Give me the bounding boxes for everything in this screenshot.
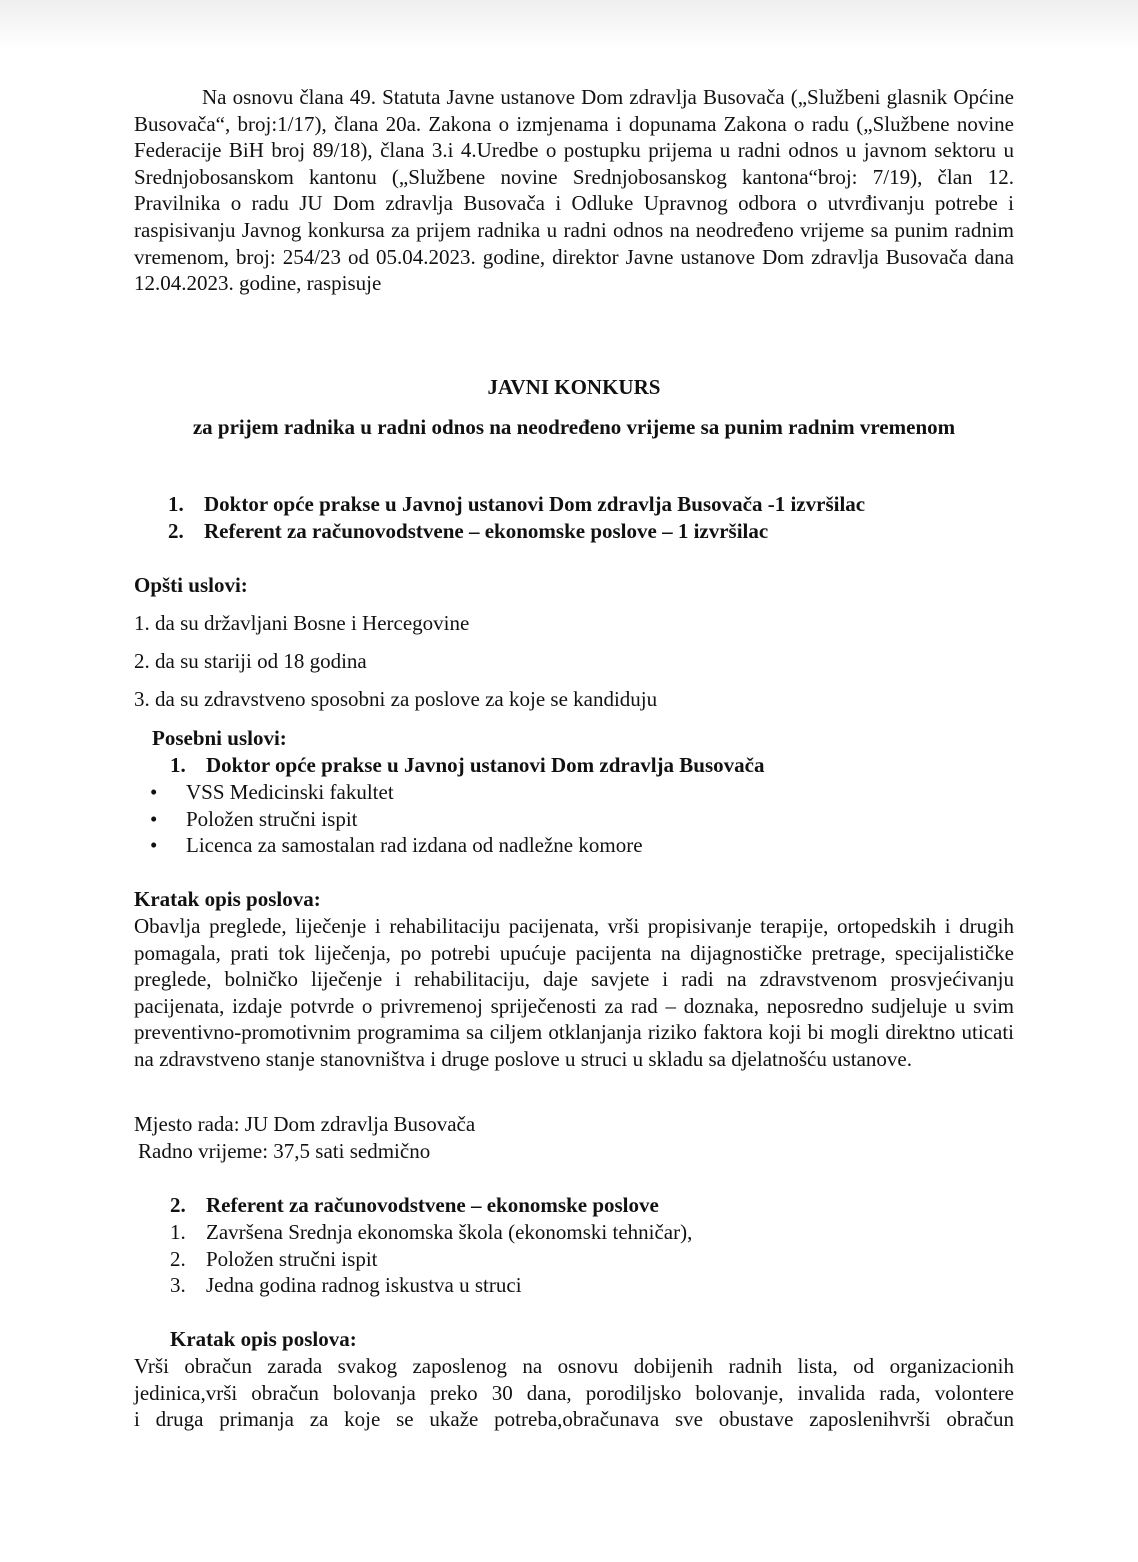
- position-2-requirements: [170, 1219, 1050, 1299]
- positions-list: [168, 491, 1048, 544]
- position-item: [168, 491, 1048, 518]
- requirement-text: Licenca za samostalan rad izdana od nadležne komore: [186, 833, 643, 858]
- document-page: [134, 84, 1014, 1432]
- requirement-item: [170, 1246, 1050, 1273]
- position-1-description: Obavlja preglede, liječenje i rehabilitaciju pacijenata, vrši propisivanje terapije, ortopedskih i drugih pomagala, prati tok liječenja, po potrebi upućuje pacijenta na dijagnostičke pretrage, specijalističke preglede, bolničko liječenje i rehabilitaciju, daje savjete i radi na zdravstvenom prosvjećivanju pacijenata, izdaje potvrde o privremenoj spriječenosti za rad – doznaka, neposredno sudjeluje u svim preventivno-promotivnim programima sa ciljem otklanjanja riziko faktora koji bi mogli direktno uticati na zdravstveno stanje stanovništva i druge poslove u struci u skladu sa djelatnošću ustanove.: [134, 914, 1014, 1071]
- document-title: JAVNI KONKURS: [487, 375, 661, 399]
- description-line: Vrši obračun zarada svakog zaposlenog na osnovu dobijenih radnih lista, od organizacionih: [134, 1354, 1014, 1378]
- requirement-text: Položen stručni ispit: [186, 806, 358, 831]
- intro-paragraph: Na osnovu člana 49. Statuta Javne ustanove Dom zdravlja Busovača („Službeni glasnik Općine Busovača“, broj:1/17), člana 20a. Zakona o izmjenama i dopunama Zakona o radu („Službene novine Federacije BiH broj 89/18), člana 3.i 4.Uredbe o postupku prijema u radni odnos u javnom sektoru u Srednjobosanskom kantonu („Službene novine Srednjobosanskog kantona“broj: 7/19), član 12. Pravilnika o radu JU Dom zdravlja Busovača i Odluke Upravnog odbora o utvrđivanju potrebe i raspisivanju Javnog konkursa za prijem radnika u radni odnos na neodređeno vrijeme sa punim radnim vremenom, broj: 254/23 od 05.04.2023. godine, direktor Javne ustanove Dom zdravlja Busovača dana 12.04.2023. godine, raspisuje: [134, 85, 1014, 296]
- position-1-requirements: [134, 779, 1014, 859]
- requirement-item: [134, 806, 1014, 833]
- requirement-number: 1.: [170, 1220, 186, 1244]
- position-text: Doktor opće prakse u Javnoj ustanovi Dom zdravlja Busovača -1 izvršilac: [204, 492, 866, 516]
- requirement-item: [170, 1219, 1050, 1246]
- position-text: Referent za računovodstvene – ekonomske poslove – 1 izvršilac: [204, 518, 769, 543]
- requirement-text: Jedna godina radnog iskustva u struci: [206, 1273, 522, 1298]
- general-condition-item: 3. da su zdravstveno sposobni za poslove za koje se kandiduju: [134, 687, 658, 711]
- requirement-text: Završena Srednja ekonomska škola (ekonomski tehničar),: [206, 1220, 693, 1244]
- bullet-icon: •: [150, 806, 158, 831]
- description-line: jedinica,vrši obračun bolovanja preko 30 dana, porodiljsko bolovanje, invalida rada, volontere: [134, 1380, 1014, 1405]
- work-location: Mjesto rada: JU Dom zdravlja Busovača: [134, 1112, 476, 1136]
- work-hours: Radno vrijeme: 37,5 sati sedmično: [138, 1139, 431, 1163]
- requirement-item: [134, 832, 1014, 859]
- position-number: 2.: [168, 518, 184, 543]
- general-condition-item: 1. da su državljani Bosne i Hercegovine: [134, 611, 470, 635]
- position-item: [168, 518, 1048, 545]
- position-1-description-heading: Kratak opis poslova:: [134, 887, 321, 911]
- general-condition-item: 2. da su stariji od 18 godina: [134, 649, 367, 673]
- position-number: 2.: [170, 1193, 186, 1217]
- requirement-number: 2.: [170, 1246, 186, 1271]
- scan-top-shadow: [0, 0, 1138, 50]
- special-conditions-heading: Posebni uslovi:: [152, 726, 287, 750]
- bullet-icon: •: [150, 833, 158, 858]
- requirement-item: [134, 779, 1014, 806]
- bullet-icon: •: [150, 780, 158, 804]
- position-2-description: [134, 1353, 1014, 1433]
- position-2-description-heading: Kratak opis poslova:: [170, 1327, 357, 1351]
- requirement-text: VSS Medicinski fakultet: [186, 780, 394, 804]
- position-title: Referent za računovodstvene – ekonomske poslove: [206, 1193, 659, 1217]
- special-position-2-title: [170, 1192, 1050, 1219]
- requirement-item: [170, 1272, 1050, 1299]
- position-number: 1.: [170, 753, 186, 777]
- description-line: i druga primanja za koje se ukaže potreba,obračunava sve obustave zaposlenihvrši obračun: [134, 1407, 1014, 1432]
- position-title: Doktor opće prakse u Javnoj ustanovi Dom zdravlja Busovača: [206, 753, 765, 777]
- requirement-number: 3.: [170, 1273, 186, 1298]
- special-position-1-title: [170, 752, 1050, 779]
- document-subtitle: za prijem radnika u radni odnos na neodređeno vrijeme sa punim radnim vremenom: [192, 415, 956, 439]
- general-conditions-heading: Opšti uslovi:: [134, 573, 248, 597]
- position-number: 1.: [168, 492, 184, 516]
- requirement-text: Položen stručni ispit: [206, 1246, 378, 1271]
